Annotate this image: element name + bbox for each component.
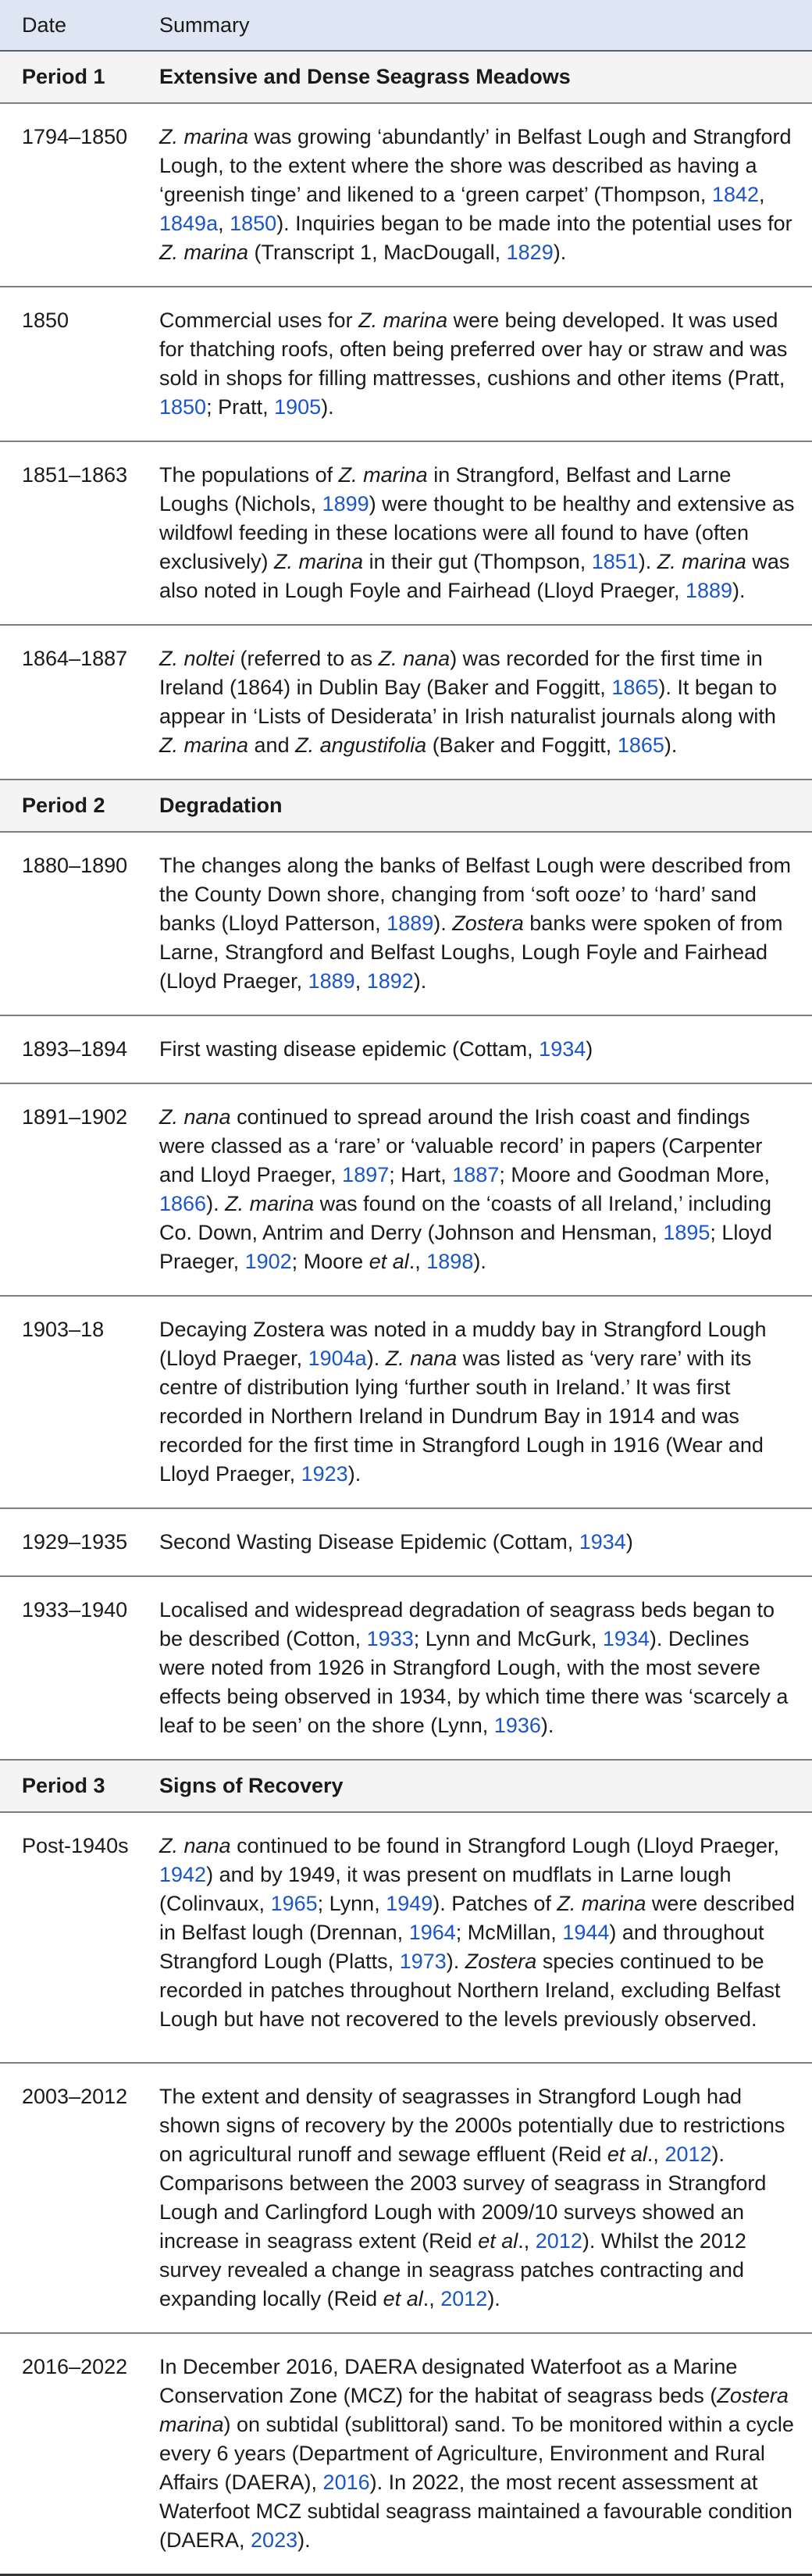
date-cell: 1880–1890: [0, 832, 150, 1015]
table-row: [0, 1083, 812, 1296]
table-row: [0, 832, 812, 1015]
italic-text: Z. marina: [657, 550, 746, 573]
citation-link[interactable]: 1851: [591, 550, 639, 573]
citation-link[interactable]: 1889: [386, 912, 434, 935]
citation-link[interactable]: 1936: [493, 1714, 541, 1737]
italic-text: Z. marina: [557, 1892, 646, 1915]
summary-text: ). Comparisons between the 2003 survey of seagrass in Strangford Lough and Carlingford Lough with 2009/10 surveys showed an increase in seagrass extent (Reid: [159, 2143, 767, 2253]
summary-cell: [150, 1083, 812, 1296]
summary-cell: [150, 2063, 812, 2333]
summary-text: The changes along the banks of Belfast Lough were described from the County Down shore, changing from ‘soft ooze’ to ‘hard’ sand banks (Lloyd Patterson,: [159, 854, 791, 935]
summary-text: ). Whilst the 2012 survey revealed a change in seagrass patches contracting and expanding locally (Reid: [159, 2229, 746, 2310]
summary-cell: [150, 1576, 812, 1760]
summary-text: ,: [354, 969, 367, 993]
summary-text: In December 2016, DAERA designated Waterfoot as a Marine Conservation Zone (MCZ) for the habitat of seagrass beds (: [159, 2355, 738, 2407]
summary-text: banks were spoken of from Larne, Strangford and Belfast Loughs, Lough Foyle and Fairhead (Lloyd Praeger,: [159, 912, 783, 993]
italic-text: Z. marina: [225, 1192, 315, 1215]
summary-text: and: [248, 733, 296, 757]
summary-text: ).: [347, 1462, 361, 1486]
citation-link[interactable]: 1964: [408, 1921, 456, 1944]
summary-text: ).: [664, 733, 678, 757]
summary-text: ,: [218, 212, 230, 235]
citation-link[interactable]: 1889: [308, 969, 355, 993]
summary-text: ).: [732, 579, 746, 602]
period-title: Extensive and Dense Seagrass Meadows: [150, 51, 812, 103]
summary-text: (referred to as: [234, 647, 379, 670]
citation-link[interactable]: 1850: [159, 395, 207, 419]
italic-text: Z. marina: [159, 125, 249, 148]
summary-text: ): [625, 1530, 633, 1554]
citation-link[interactable]: 1866: [159, 1192, 207, 1215]
summary-text: ).: [553, 241, 567, 264]
citation-link[interactable]: 1865: [611, 676, 659, 699]
italic-text: Z. marina: [358, 309, 448, 332]
citation-link[interactable]: 1892: [366, 969, 414, 993]
summary-text: ).: [473, 1250, 486, 1273]
summary-text: continued to be found in Strangford Lough (Lloyd Praeger,: [230, 1834, 780, 1857]
italic-text: Z. marina: [274, 550, 364, 573]
table-row: [0, 441, 812, 625]
citation-link[interactable]: 1949: [386, 1892, 433, 1915]
summary-text: ). In 2022, the most recent assessment at Waterfoot MCZ subtidal seagrass maintained a favourable condition (DAERA,: [159, 2471, 792, 2552]
period-title: Signs of Recovery: [150, 1760, 812, 1812]
summary-text: ). It began to appear in ‘Lists of Desiderata’ in Irish naturalist journals along with: [159, 676, 778, 728]
summary-text: ; Lynn and McGurk,: [413, 1627, 603, 1650]
summary-text: ; Hart,: [389, 1163, 453, 1186]
date-cell: 1864–1887: [0, 625, 150, 780]
citation-link[interactable]: 1842: [711, 183, 759, 206]
summary-text: was listed as ‘very rare’ with its centre of distribution lying ‘further south in Ireland.’ It was first recorded in Northern Ireland in Dundrum Bay in 1914 and was recorded for the first time in Strangford Lough in 1916 (Wear and Lloyd Praeger,: [159, 1347, 764, 1486]
italic-text: Zostera: [465, 1950, 537, 1973]
italic-text: Z. nana: [378, 647, 451, 670]
summary-cell: [150, 1015, 812, 1083]
italic-text: Z. nana: [159, 1834, 231, 1857]
summary-text: ).: [297, 2528, 311, 2552]
summary-text: species continued to be recorded in patches throughout Northern Ireland, excluding Belfast Lough but have not recovered to the levels previously observed.: [159, 1950, 781, 2031]
date-cell: 2003–2012: [0, 2063, 150, 2333]
summary-cell: [150, 1508, 812, 1576]
citation-link[interactable]: 1923: [301, 1462, 348, 1486]
table-row: [0, 103, 812, 287]
summary-text: ; Lloyd Praeger,: [159, 1221, 772, 1273]
citation-link[interactable]: 1942: [159, 1863, 207, 1886]
citation-link[interactable]: 1905: [274, 395, 322, 419]
citation-link[interactable]: 1849a: [159, 212, 219, 235]
citation-link[interactable]: 1887: [452, 1163, 500, 1186]
date-cell: 1891–1902: [0, 1083, 150, 1296]
summary-text: ) and by 1949, it was present on mudflats in Larne lough (Colinvaux,: [159, 1863, 732, 1915]
summary-text: continued to spread around the Irish coast and findings were classed as a ‘rare’ or ‘valuable record’ in papers (Carpenter and Lloyd Praeger,: [159, 1105, 763, 1186]
citation-link[interactable]: 1829: [506, 241, 554, 264]
citation-link[interactable]: 1944: [562, 1921, 610, 1944]
summary-text: .,: [518, 2229, 536, 2253]
summary-cell: [150, 103, 812, 287]
period-row: [0, 1760, 812, 1812]
summary-text: ).: [413, 969, 427, 993]
italic-text: Z. marina: [159, 733, 249, 757]
citation-link[interactable]: 1895: [663, 1221, 710, 1244]
date-cell: 2016–2022: [22, 2355, 128, 2378]
summary-text: ) were thought to be healthy and extensive as wildfowl feeding in these locations were all found to have (often exclusively): [159, 492, 795, 573]
summary-text: in their gut (Thompson,: [363, 550, 592, 573]
citation-link[interactable]: 1897: [342, 1163, 390, 1186]
summary-text: in Strangford, Belfast and Larne Loughs (Nichols,: [159, 463, 732, 516]
italic-text: Z. marina: [159, 241, 249, 264]
column-header-summary: Summary: [150, 0, 812, 51]
summary-text: First wasting disease epidemic (Cottam,: [159, 1037, 540, 1061]
date-cell: 1893–1894: [0, 1015, 150, 1083]
summary-text: ; McMillan,: [455, 1921, 563, 1944]
summary-text: ).: [206, 1192, 226, 1215]
summary-text: were described in Belfast lough (Drennan,: [159, 1892, 795, 1944]
citation-link[interactable]: 1973: [399, 1950, 447, 1973]
summary-text: (Baker and Foggitt,: [426, 733, 618, 757]
citation-link[interactable]: 2012: [535, 2229, 582, 2253]
summary-text: ; Moore and Goodman More,: [499, 1163, 771, 1186]
citation-link[interactable]: 2023: [251, 2528, 298, 2552]
period-title: Degradation: [150, 780, 812, 832]
summary-text: Second Wasting Disease Epidemic (Cottam,: [159, 1530, 579, 1554]
table-header-row: [0, 0, 812, 51]
summary-cell: [150, 287, 812, 441]
citation-link[interactable]: 1898: [426, 1250, 474, 1273]
italic-text: Z. noltei: [159, 647, 235, 670]
summary-text: ).: [638, 550, 657, 573]
period-row: [0, 780, 812, 832]
citation-link[interactable]: 1933: [366, 1627, 414, 1650]
table-row: [0, 1296, 812, 1508]
italic-text: et al: [478, 2229, 518, 2253]
italic-text: et al: [383, 2287, 423, 2310]
summary-cell: [150, 832, 812, 1015]
summary-text: Commercial uses for: [159, 309, 359, 332]
table-row: [0, 1576, 812, 1760]
summary-text: Localised and widespread degradation of seagrass beds began to be described (Cotton,: [159, 1598, 775, 1650]
summary-text: Decaying Zostera was noted in a muddy bay in Strangford Lough (Lloyd Praeger,: [159, 1318, 767, 1370]
table-row: [0, 625, 812, 780]
summary-text: ) and throughout Strangford Lough (Platts,: [159, 1921, 764, 1973]
date-cell: 1851–1863: [0, 441, 150, 625]
summary-text: ).: [321, 395, 334, 419]
summary-text: ).: [366, 1347, 386, 1370]
period-label: Period 1: [0, 51, 150, 103]
summary-text: were being developed. It was used for thatching roofs, often being preferred over hay or straw and was sold in shops for filling mattresses, cushions and other items (Pratt,: [159, 309, 788, 390]
italic-text: Zostera marina: [159, 2384, 789, 2436]
summary-text: .,: [646, 2143, 665, 2166]
table-row: [0, 2333, 812, 2575]
citation-link[interactable]: 1934: [539, 1037, 586, 1061]
summary-text: ).: [433, 912, 453, 935]
table-row: [0, 287, 812, 441]
summary-text: ).: [487, 2287, 500, 2310]
date-cell: 1929–1935: [0, 1508, 150, 1576]
summary-text: The populations of: [159, 463, 339, 487]
summary-text: ). Inquiries began to be made into the potential uses for: [276, 212, 792, 235]
italic-text: Z. angustifolia: [295, 733, 427, 757]
summary-text: ).: [540, 1714, 554, 1737]
summary-text: ): [586, 1037, 593, 1061]
date-cell: 1794–1850: [0, 103, 150, 287]
italic-text: et al: [607, 2143, 647, 2166]
italic-text: et al: [369, 1250, 409, 1273]
date-cell: 1933–1940: [0, 1576, 150, 1760]
summary-cell: [150, 2333, 812, 2575]
summary-text: ). Patches of: [433, 1892, 557, 1915]
summary-text: was also noted in Lough Foyle and Fairhead (Lloyd Praeger,: [159, 550, 790, 602]
citation-link[interactable]: 1850: [230, 212, 277, 235]
citation-link[interactable]: 2012: [440, 2287, 488, 2310]
citation-link[interactable]: 2016: [322, 2471, 370, 2494]
summary-cell: [150, 441, 812, 625]
summary-text: ) was recorded for the first time in Ireland (1864) in Dublin Bay (Baker and Foggitt,: [159, 647, 763, 699]
table-row: [0, 1015, 812, 1083]
period-label: Period 2: [0, 780, 150, 832]
summary-cell: [150, 1296, 812, 1508]
italic-text: Z. nana: [159, 1105, 231, 1129]
summary-text: ; Lynn,: [317, 1892, 386, 1915]
summary-text: was found on the ‘coasts of all Ireland,’ including Co. Down, Antrim and Derry (Johnson and Hensman,: [159, 1192, 771, 1244]
summary-text: ).: [446, 1950, 465, 1973]
citation-link[interactable]: 1865: [617, 733, 664, 757]
date-cell: 1903–18: [0, 1296, 150, 1508]
summary-text: .,: [408, 1250, 427, 1273]
italic-text: Zostera: [452, 912, 524, 935]
column-header-date: Date: [0, 0, 150, 51]
italic-text: Z. marina: [338, 463, 428, 487]
table-row: [0, 1812, 812, 2063]
citation-link[interactable]: 1899: [322, 492, 369, 516]
table-body: [0, 51, 812, 2575]
period-label: Period 3: [0, 1760, 150, 1812]
summary-text: (Transcript 1, MacDougall,: [248, 241, 507, 264]
citation-link[interactable]: 2012: [664, 2143, 712, 2166]
summary-text: was growing ‘abundantly’ in Belfast Lough and Strangford Lough, to the extent where the shore was described as having a ‘greenish tinge’ and likened to a ‘green carpet’ (Thompson,: [159, 125, 792, 206]
date-cell: Post-1940s: [22, 1834, 129, 1857]
citation-link[interactable]: 1965: [270, 1892, 318, 1915]
citation-link[interactable]: 1902: [244, 1250, 292, 1273]
date-cell: 1850: [0, 287, 150, 441]
citation-link[interactable]: 1934: [602, 1627, 650, 1650]
citation-link[interactable]: 1934: [579, 1530, 626, 1554]
citation-link[interactable]: 1889: [685, 579, 733, 602]
citation-link[interactable]: 1904a: [308, 1347, 367, 1370]
table-row: [0, 1508, 812, 1576]
summary-text: ) on subtidal (sublittoral) sand. To be monitored within a cycle every 6 years (Department of Agriculture, Environment and Rural Affairs (DAERA),: [159, 2413, 794, 2494]
summary-cell: [150, 625, 812, 780]
summary-text: ). Declines were noted from 1926 in Strangford Lough, with the most severe effects being observed in 1934, by which time there was ‘scarcely a leaf to be seen’ on the shore (Lynn,: [159, 1627, 789, 1737]
summary-text: ; Pratt,: [206, 395, 275, 419]
summary-text: ,: [759, 183, 765, 206]
italic-text: Z. nana: [385, 1347, 458, 1370]
table-row: [0, 2063, 812, 2333]
summary-text: .,: [422, 2287, 441, 2310]
period-row: [0, 51, 812, 103]
summary-text: ; Moore: [291, 1250, 369, 1273]
summary-cell: [150, 1812, 812, 2063]
summary-text: The extent and density of seagrasses in Strangford Lough had shown signs of recovery by the 2000s potentially due to restrictions on agricultural runoff and sewage effluent (Reid: [159, 2085, 785, 2166]
